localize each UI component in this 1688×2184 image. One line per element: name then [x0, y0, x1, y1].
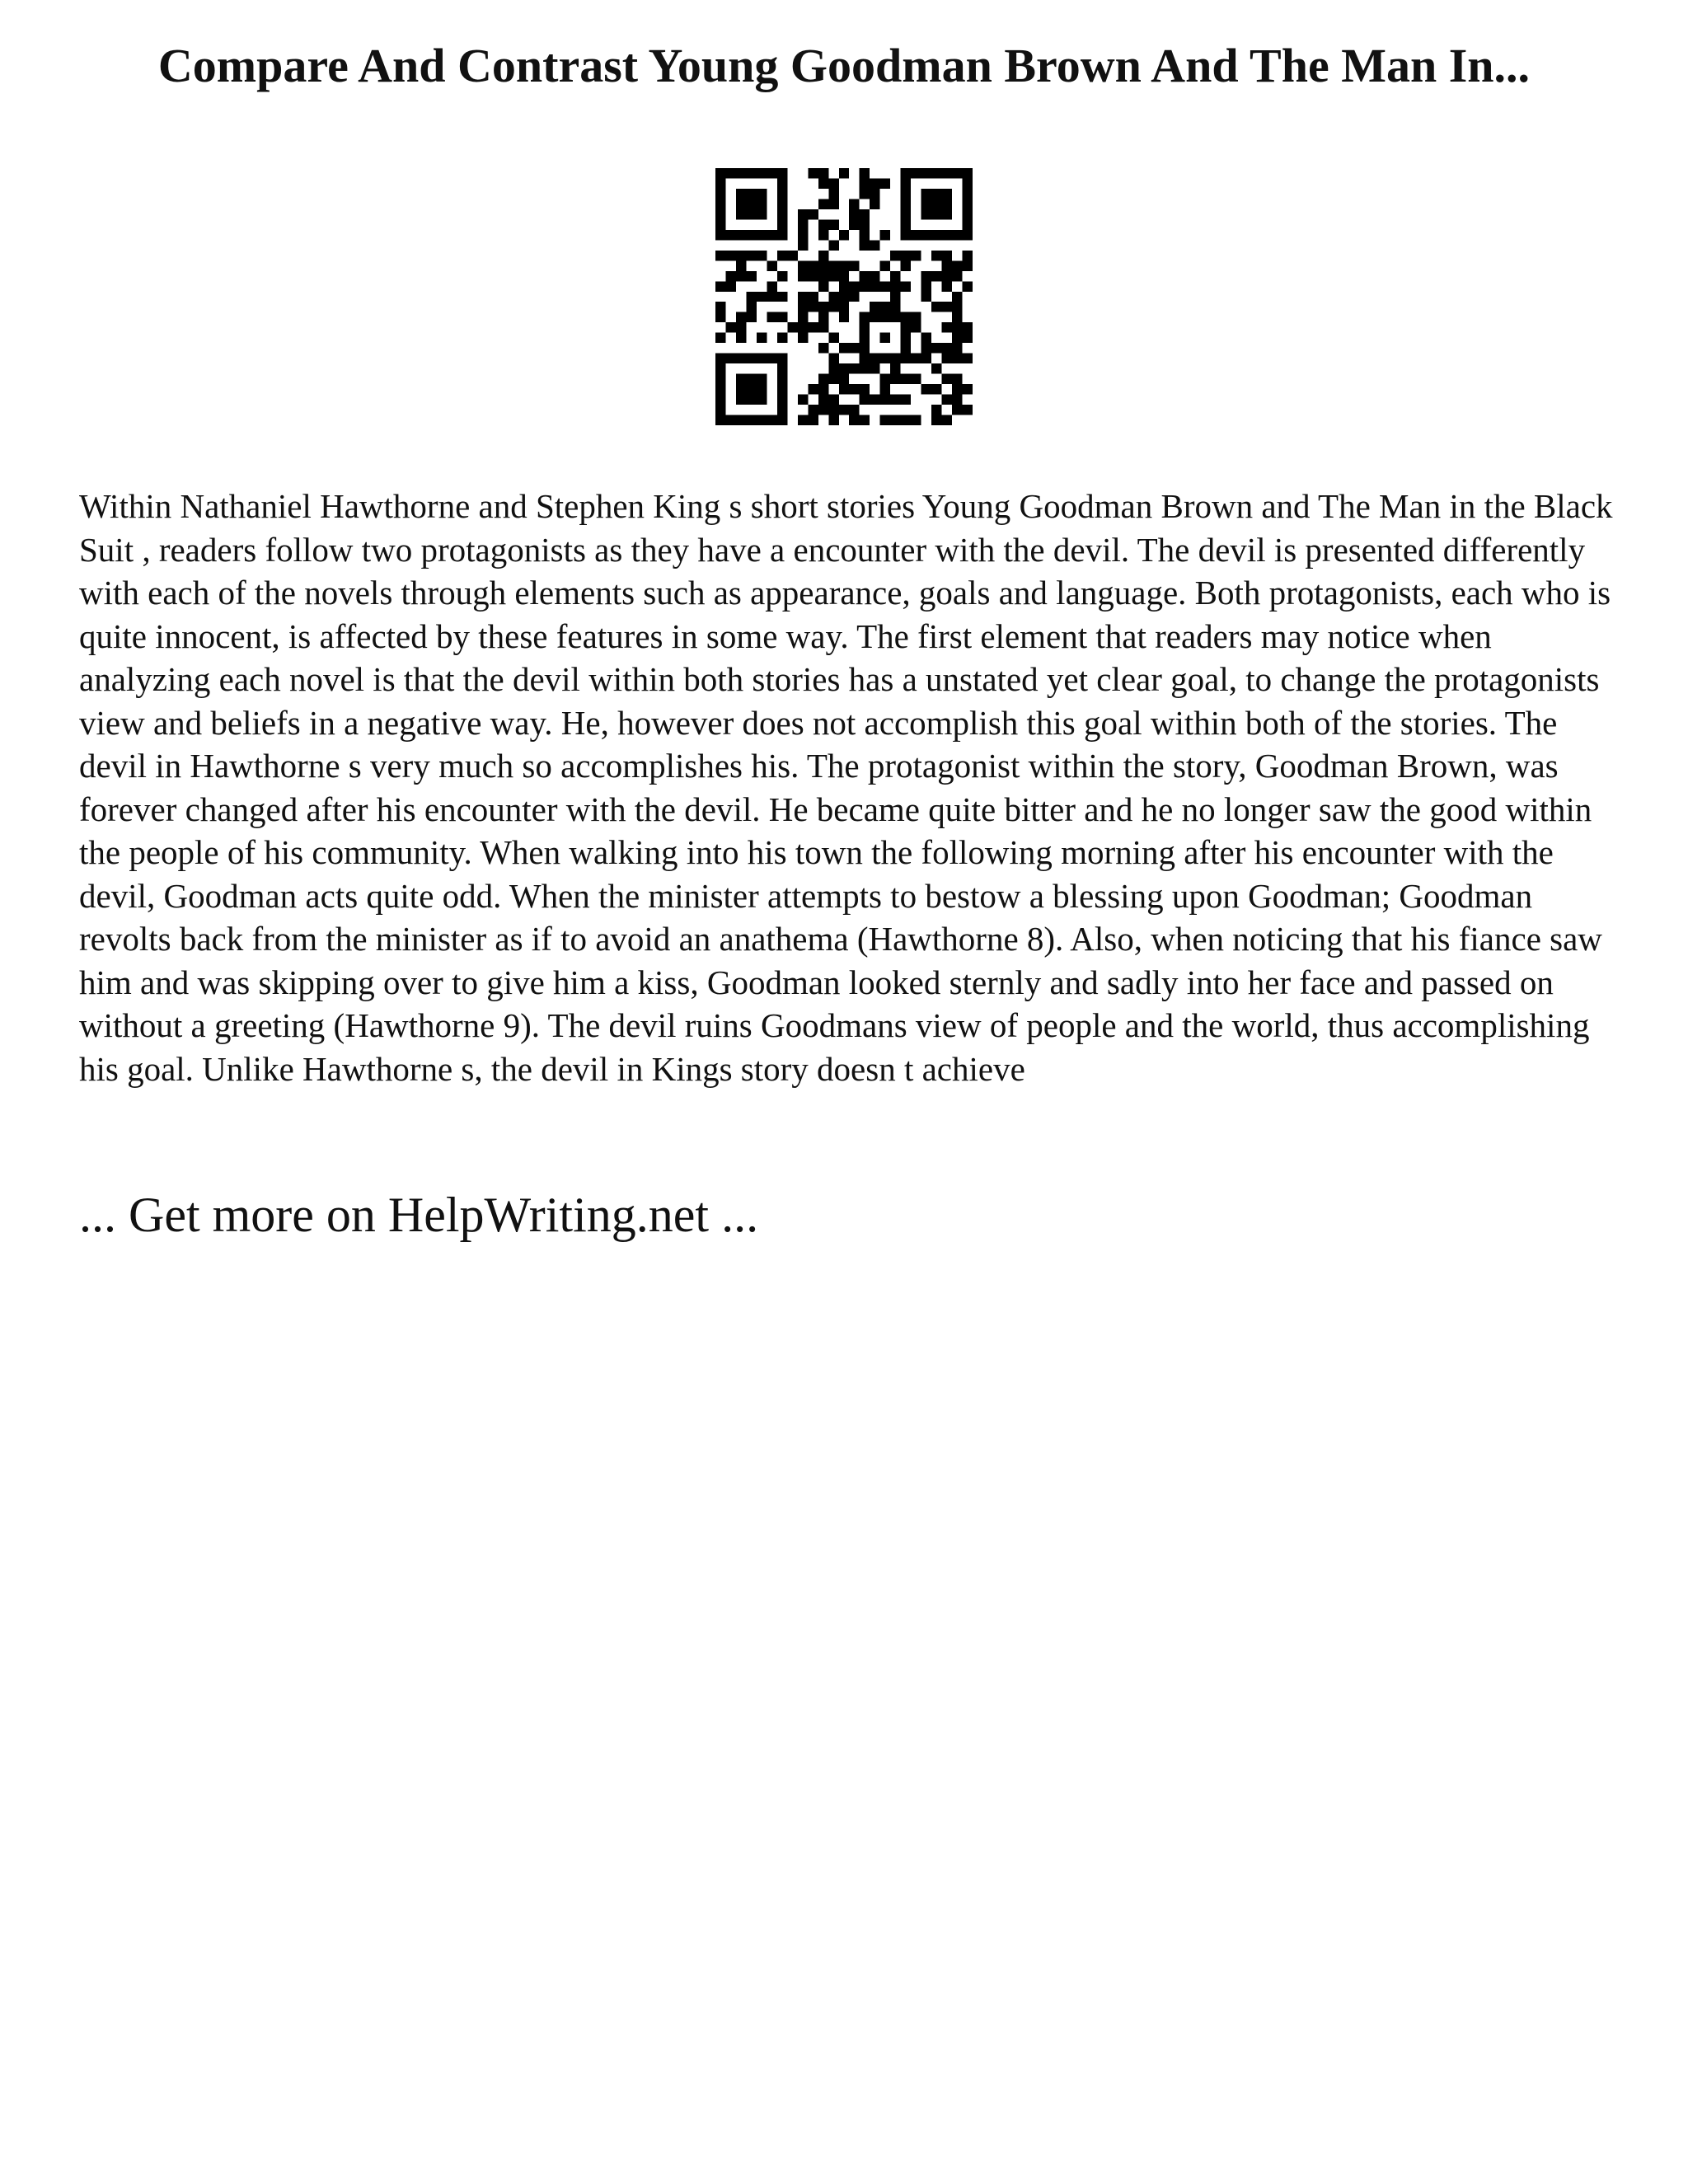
essay-excerpt: Within Nathaniel Hawthorne and Stephen King s short stories Young Goodman Brown and The Man in the Black Suit , readers follow two protagonists as they have a encounter with the devil. The devil is presented differently with each of the novels through elements such as appearance, goals and language. Both protagonists, each who is quite innocent, is affected by these features in some way. The first element that readers may notice when analyzing each novel is that the devil within both stories has a unstated yet clear goal, to change the protagonists view and beliefs in a negative way. He, however does not accomplish this goal within both of the stories. The devil in Hawthorne s very much so accomplishes his. The protagonist within the story, Goodman Brown, was forever changed after his encounter with the devil. He became quite bitter and he no longer saw the good within the people of his community. When walking into his town the following morning after his encounter with the devil, Goodman acts quite odd. When the minister attempts to bestow a blessing upon Goodman; Goodman revolts back from the minister as if to avoid an anathema (Hawthorne 8). Also, when noticing that his fiance saw him and was skipping over to give him a kiss, Goodman looked sternly and sadly into her face and passed on without a greeting (Hawthorne 9). The devil ruins Goodmans view of people and the world, thus accomplishing his goal. Unlike Hawthorne s, the devil in Kings story doesn t achieve	[79, 487, 1613, 1088]
get-more-link[interactable]: ... Get more on HelpWriting.net ...	[79, 1188, 759, 1242]
qr-code-icon	[715, 168, 973, 425]
document-title: Compare And Contrast Young Goodman Brown And The Man In...	[157, 39, 1531, 92]
